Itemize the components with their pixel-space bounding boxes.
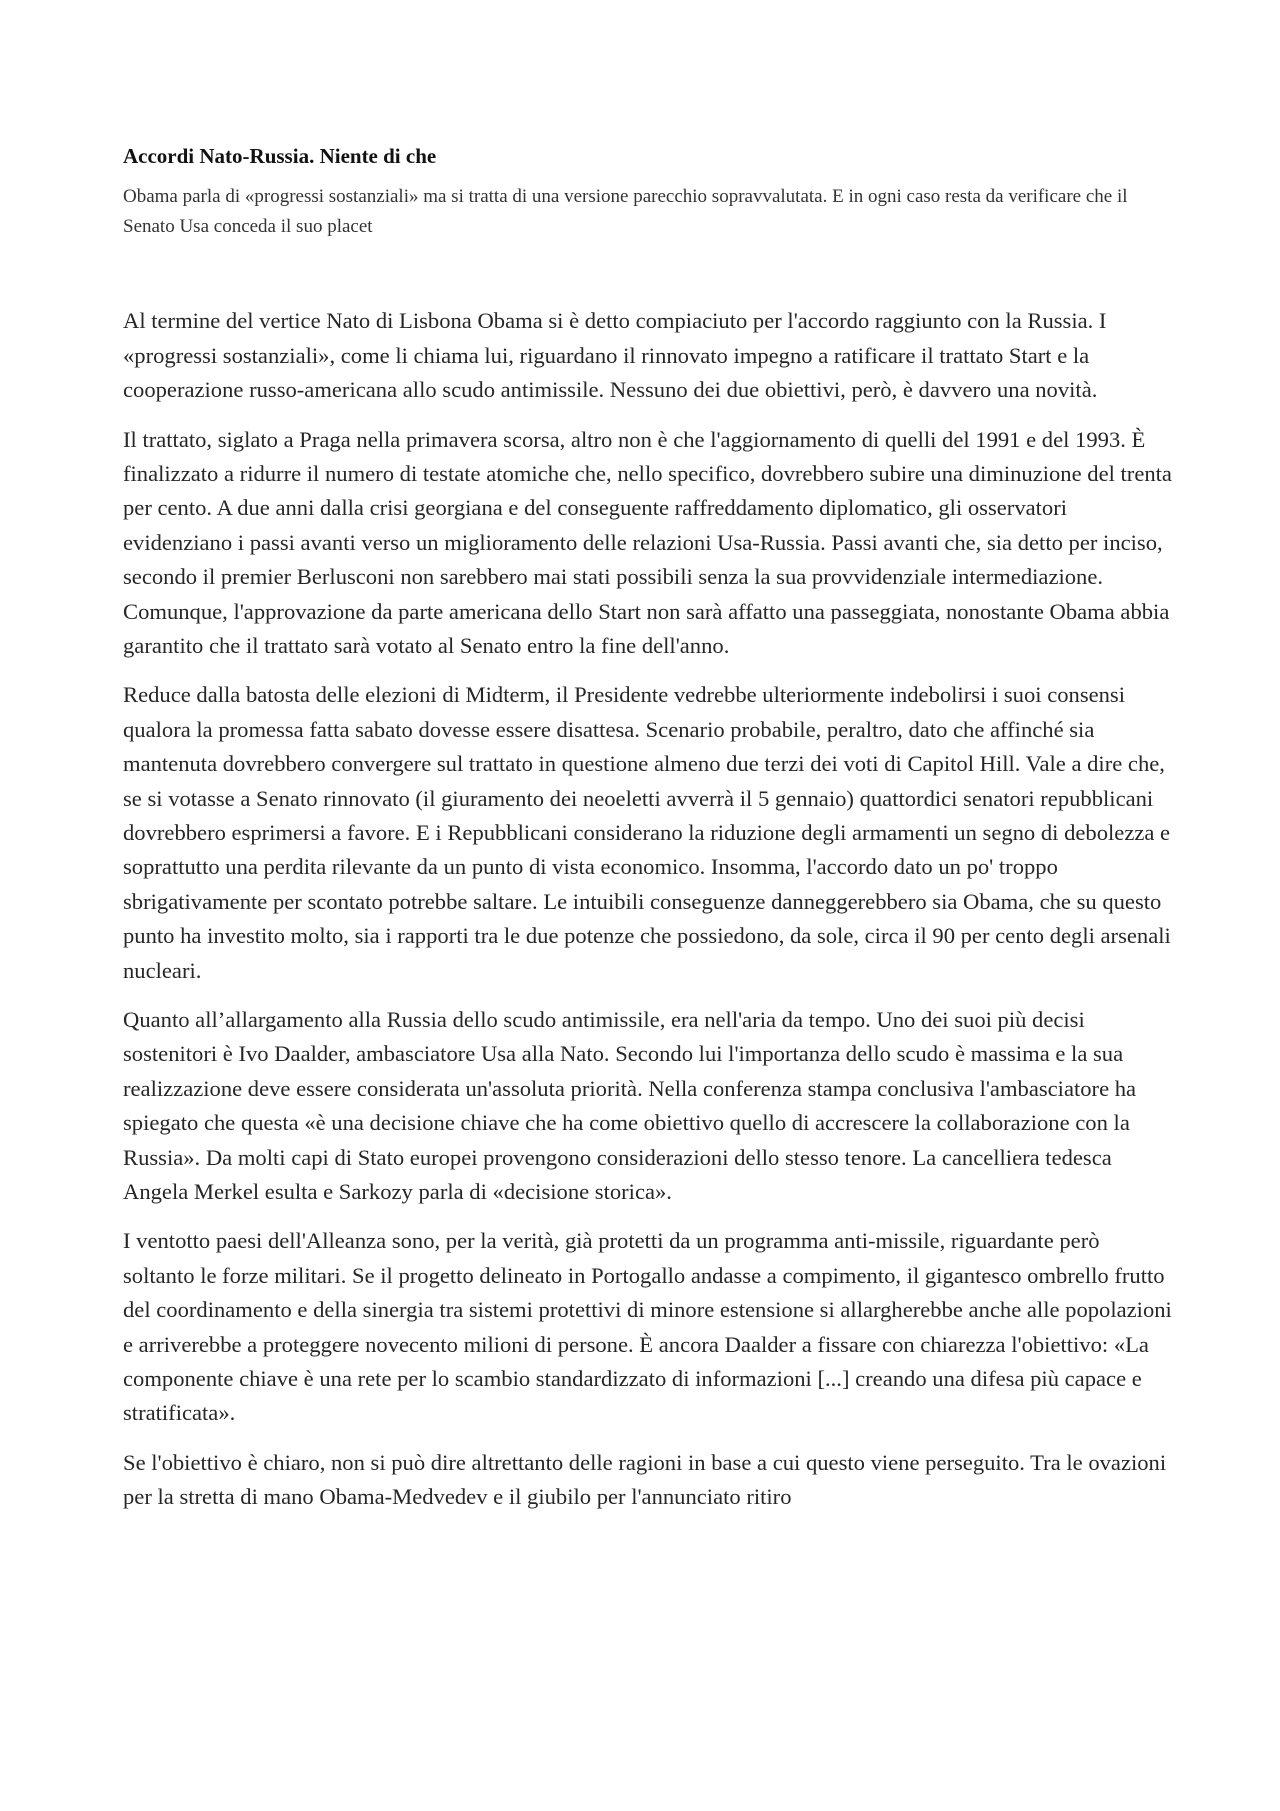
- paragraph-6: Se l'obiettivo è chiaro, non si può dire altrettanto delle ragioni in base a cui questo viene perseguito. Tra le ovazioni per la stretta di mano Obama-Medvedev e il giubilo per l'annunciato ritiro: [123, 1449, 1167, 1510]
- paragraph-3: Reduce dalla batosta delle elezioni di Midterm, il Presidente vedrebbe ulteriormente indebolirsi i suoi consensi qualora la promessa fatta sabato dovesse essere disattesa. Scenario probabile, peraltro, dato che affinché sia mantenuta dovrebbero convergere sul trattato in questione almeno due terzi dei voti di Capitol Hill. Vale a dire che, se si votasse a Senato rinnovato (il giuramento dei neoeletti avverrà il 5 gennaio) quattordici senatori repubblicani dovrebbero esprimersi a favore. E i Repubblicani considerano la riduzione degli armamenti un segno di debolezza e soprattutto una perdita rilevante da un punto di vista economico. Insomma, l'accordo dato un po' troppo sbrigativamente per scontato potrebbe saltare. Le intuibili conseguenze danneggerebbero sia Obama, che su questo punto ha investito molto, sia i rapporti tra le due potenze che possiedono, da sole, circa il 90 per cento degli arsenali nucleari.: [123, 682, 1171, 983]
- paragraph-2: Il trattato, siglato a Praga nella primavera scorsa, altro non è che l'aggiornamento di quelli del 1991 e del 1993. È finalizzato a ridurre il numero di testate atomiche che, nello specifico, dovrebbero subire una diminuzione del trenta per cento. A due anni dalla crisi georgiana e del conseguente raffreddamento diplomatico, gli osservatori evidenziano i passi avanti verso un miglioramento delle relazioni Usa-Russia. Passi avanti che, sia detto per inciso, secondo il premier Berlusconi non sarebbero mai stati possibili senza la sua provvidenziale intermediazione. Comunque, l'approvazione da parte americana dello Start non sarà affatto una passeggiata, nonostante Obama abbia garantito che il trattato sarà votato al Senato entro la fine dell'anno.: [123, 426, 1172, 658]
- paragraph-1: Al termine del vertice Nato di Lisbona Obama si è detto compiaciuto per l'accordo raggiunto con la Russia. I «progressi sostanziali», come li chiama lui, riguardano il rinnovato impegno a ratificare il trattato Start e la cooperazione russo-americana allo scudo antimissile. Nessuno dei due obiettivi, però, è davvero una novità.: [123, 308, 1107, 403]
- article-body: [123, 304, 1173, 1514]
- paragraph-5: I ventotto paesi dell'Alleanza sono, per la verità, già protetti da un programma anti-missile, riguardante però soltanto le forze militari. Se il progetto delineato in Portogallo andasse a compimento, il gigantesco ombrello frutto del coordinamento e della sinergia tra sistemi protettivi di minore estensione si allargherebbe anche alle popolazioni e arriverebbe a proteggere novecento milioni di persone. È ancora Daalder a fissare con chiarezza l'obiettivo: «La componente chiave è una rete per lo scambio standardizzato di informazioni [...] creando una difesa più capace e stratificata».: [123, 1228, 1172, 1426]
- document-page: [123, 143, 1173, 1530]
- article-subtitle: Obama parla di «progressi sostanziali» ma si tratta di una versione parecchio sopravvalutata. E in ogni caso resta da verificare che il Senato Usa conceda il suo placet: [123, 186, 1128, 238]
- article-title: Accordi Nato-Russia. Niente di che: [123, 144, 437, 168]
- paragraph-4: Quanto all’allargamento alla Russia dello scudo antimissile, era nell'aria da tempo. Uno dei suoi più decisi sostenitori è Ivo Daalder, ambasciatore Usa alla Nato. Secondo lui l'importanza dello scudo è massima e la sua realizzazione deve essere considerata un'assoluta priorità. Nella conferenza stampa conclusiva l'ambasciatore ha spiegato che questa «è una decisione chiave che ha come obiettivo quello di accrescere la collaborazione con la Russia». Da molti capi di Stato europei provengono considerazioni dello stesso tenore. La cancelliera tedesca Angela Merkel esulta e Sarkozy parla di «decisione storica».: [123, 1007, 1137, 1205]
